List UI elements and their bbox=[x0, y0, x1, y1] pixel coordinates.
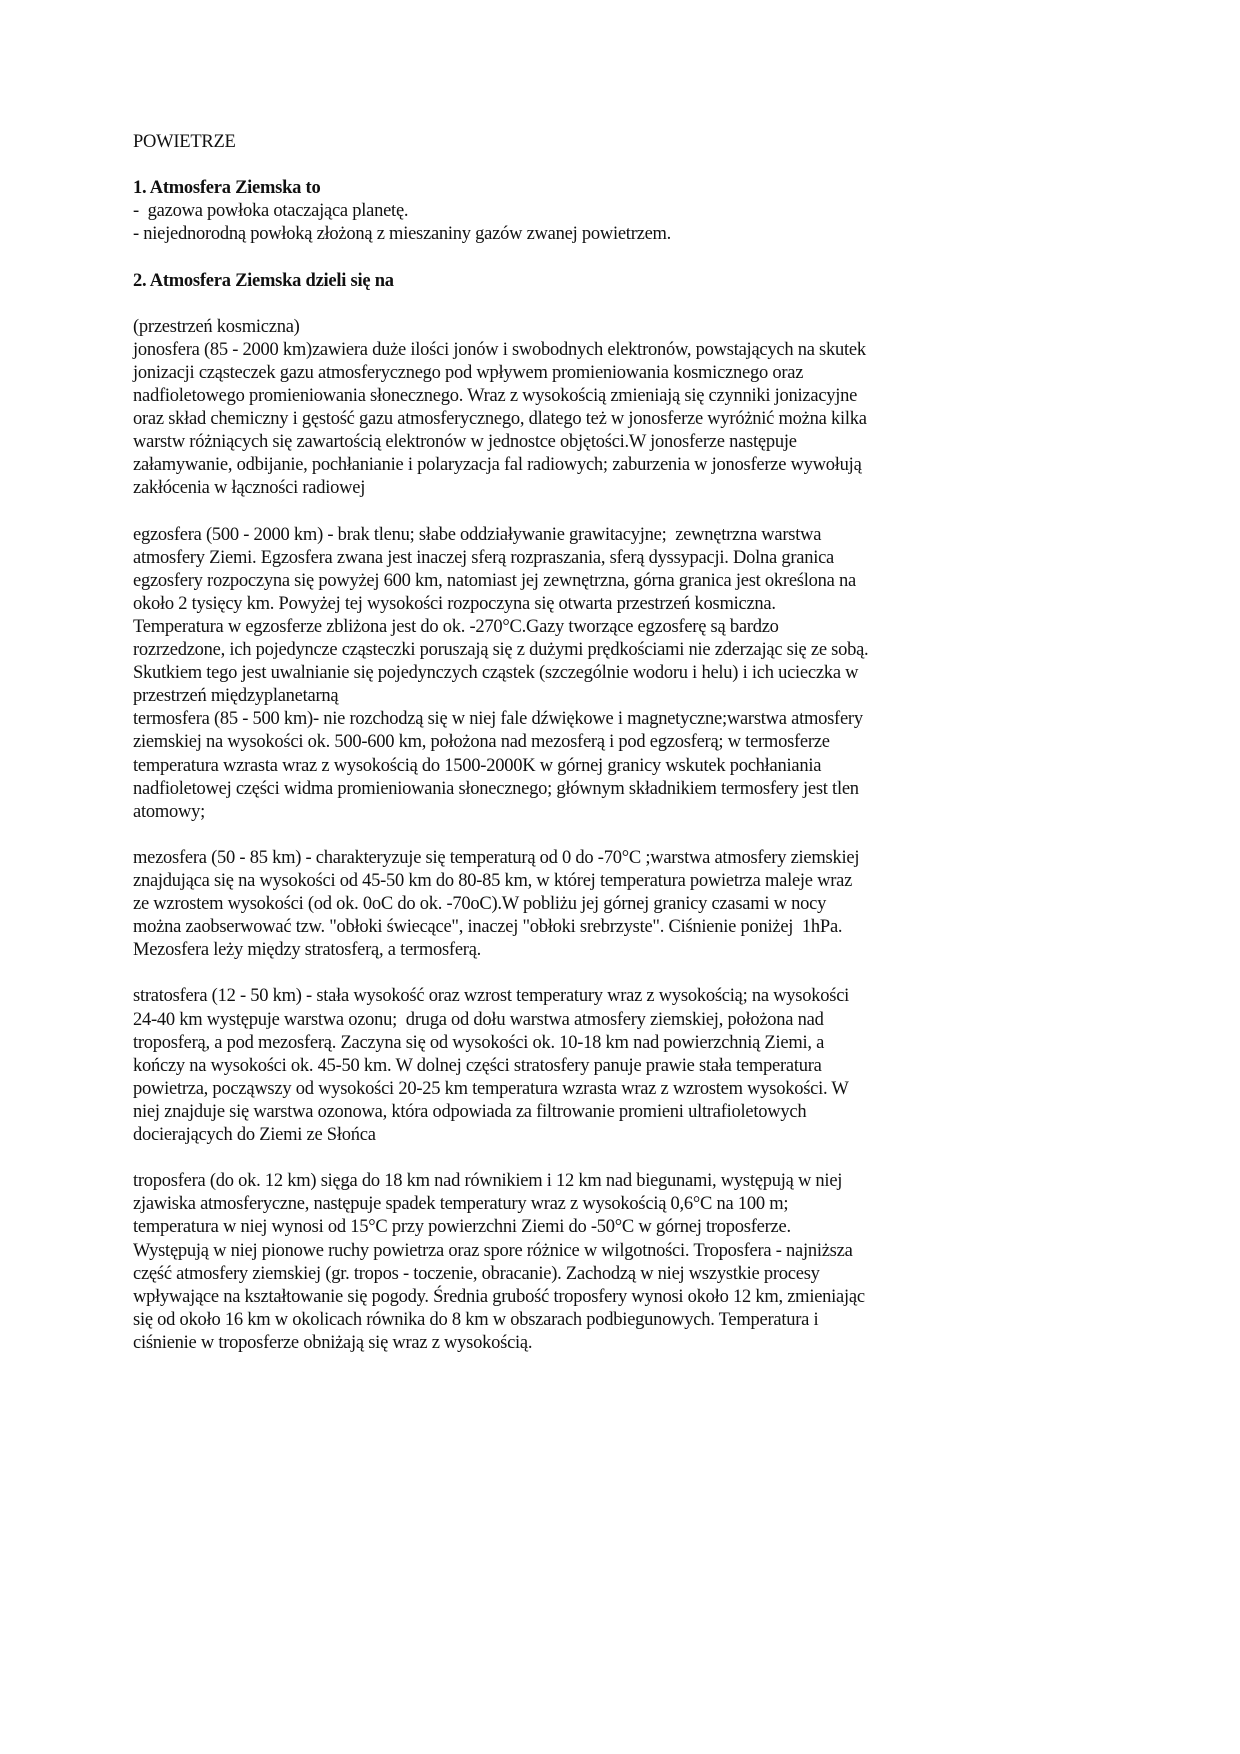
text-line: kończy na wysokości ok. 45-50 km. W dolnej części stratosfery panuje prawie stała temperatura bbox=[133, 1055, 822, 1076]
text-line: jonizacji cząsteczek gazu atmosferycznego pod wpływem promieniowania kosmicznego oraz bbox=[133, 362, 804, 383]
text-line: rozrzedzone, ich pojedyncze cząsteczki poruszają się z dużymi prędkościami nie zderzając się ze sobą. bbox=[133, 640, 869, 661]
text-line: (przestrzeń kosmiczna) bbox=[133, 316, 300, 337]
paragraph-jonosfera bbox=[133, 316, 868, 501]
text-line: około 2 tysięcy km. Powyżej tej wysokości rozpoczyna się otwarta przestrzeń kosmiczna. bbox=[133, 593, 776, 614]
text-line: temperatura wzrasta wraz z wysokością do 1500-2000K w górnej granicy wskutek pochłaniania bbox=[133, 755, 822, 776]
text-line: atmosfery Ziemi. Egzosfera zwana jest inaczej sferą rozpraszania, sferą dyssypacji. Dolna granica bbox=[133, 547, 835, 568]
text-line: powietrza, począwszy od wysokości 20-25 km temperatura wzrasta wraz z wzrostem wysokości. W bbox=[133, 1078, 849, 1099]
text-line: wpływające na kształtowanie się pogody. Średnia grubość troposfery wynosi około 12 km, zmieniając bbox=[133, 1286, 865, 1307]
text-line: Mezosfera leży między stratosferą, a termosferą. bbox=[133, 940, 482, 961]
text-line: nadfioletowej części widma promieniowania słonecznego; głównym składnikiem termosfery jest tlen bbox=[133, 778, 859, 799]
text-line: egzosfera (500 - 2000 km) - brak tlenu; słabe oddziaływanie grawitacyjne; zewnętrzna warstwa bbox=[133, 524, 822, 545]
document-page bbox=[133, 131, 868, 1355]
text-line: troposfera (do ok. 12 km) sięga do 18 km nad równikiem i 12 km nad biegunami, występują w niej bbox=[133, 1171, 843, 1192]
text-line: - niejednorodną powłoką złożoną z mieszaniny gazów zwanej powietrzem. bbox=[133, 224, 672, 245]
text-line: warstw różniących się zawartością elektronów w jednostce objętości.W jonosferze następuje bbox=[133, 432, 797, 453]
paragraph-troposfera bbox=[133, 1170, 868, 1355]
text-line: egzosfery rozpoczyna się powyżej 600 km, natomiast jej zewnętrzna, górna granica jest określona na bbox=[133, 570, 856, 591]
text-line: zakłócenia w łączności radiowej bbox=[133, 478, 366, 499]
text-line: ciśnienie w troposferze obniżają się wraz z wysokością. bbox=[133, 1332, 533, 1353]
text-line: temperatura w niej wynosi od 15°C przy powierzchni Ziemi do -50°C w górnej troposferze. bbox=[133, 1217, 791, 1238]
text-line: część atmosfery ziemskiej (gr. tropos - toczenie, obracanie). Zachodzą w niej wszystkie procesy bbox=[133, 1263, 820, 1284]
paragraph-egzosfera-termosfera bbox=[133, 524, 868, 824]
document-title: POWIETRZE bbox=[133, 132, 236, 152]
text-line: można zaobserwować tzw. "obłoki świecące", inaczej "obłoki srebrzyste". Ciśnienie poniżej 1hPa. bbox=[133, 917, 843, 938]
text-line: znajdująca się na wysokości od 45-50 km do 80-85 km, w której temperatura powietrza maleje wraz bbox=[133, 871, 853, 891]
section-2-heading: 2. Atmosfera Ziemska dzieli się na bbox=[133, 270, 394, 291]
text-line: się od około 16 km w okolicach równika do 8 km w obszarach podbiegunowych. Temperatura i bbox=[133, 1309, 819, 1330]
text-line: stratosfera (12 - 50 km) - stała wysokość oraz wzrost temperatury wraz z wysokością; na wysokości bbox=[133, 986, 850, 1007]
text-line: docierających do Ziemi ze Słońca bbox=[133, 1125, 376, 1146]
text-line: oraz skład chemiczny i gęstość gazu atmosferycznego, dlatego też w jonosferze wyróżnić można kilka bbox=[133, 409, 867, 430]
text-line: niej znajduje się warstwa ozonowa, która odpowiada za filtrowanie promieni ultrafioletowych bbox=[133, 1101, 807, 1122]
section-1-heading: 1. Atmosfera Ziemska to bbox=[133, 178, 321, 199]
text-line: atomowy; bbox=[133, 801, 205, 822]
text-line: zjawiska atmosferyczne, następuje spadek temperatury wraz z wysokością 0,6°C na 100 m; bbox=[133, 1194, 789, 1215]
text-line: ze wzrostem wysokości (od ok. 0oC do ok. -70oC).W pobliżu jej górnej granicy czasami w nocy bbox=[133, 894, 827, 915]
text-line: Występują w niej pionowe ruchy powietrza oraz spore różnice w wilgotności. Troposfera - najniższa bbox=[133, 1240, 853, 1261]
text-line: ziemskiej na wysokości ok. 500-600 km, położona nad mezosferą i pod egzosferą; w termosferze bbox=[133, 732, 830, 753]
text-line: Temperatura w egzosferze zbliżona jest do ok. -270°C.Gazy tworzące egzosferę są bardzo bbox=[133, 616, 779, 637]
text-line: Skutkiem tego jest uwalnianie się pojedynczych cząstek (szczególnie wodoru i helu) i ich ucieczka w bbox=[133, 663, 859, 684]
text-line: przestrzeń międzyplanetarną bbox=[133, 686, 339, 707]
paragraph-mezosfera bbox=[133, 847, 868, 962]
text-line: załamywanie, odbijanie, pochłanianie i polaryzacja fal radiowych; zaburzenia w jonosferze wywołują bbox=[133, 455, 862, 476]
text-line: troposferą, a pod mezosferą. Zaczyna się od wysokości ok. 10-18 km nad powierzchnią Ziemi, a bbox=[133, 1032, 825, 1053]
text-line: 24-40 km występuje warstwa ozonu; druga od dołu warstwa atmosfery ziemskiej, położona nad bbox=[133, 1009, 824, 1030]
text-line: nadfioletowego promieniowania słonecznego. Wraz z wysokością zmieniają się czynniki jonizacyjne bbox=[133, 386, 858, 407]
text-line: mezosfera (50 - 85 km) - charakteryzuje się temperaturą od 0 do -70°C ;warstwa atmosfery ziemskiej bbox=[133, 847, 860, 868]
text-line: jonosfera (85 - 2000 km)zawiera duże ilości jonów i swobodnych elektronów, powstających na skutek bbox=[133, 339, 866, 360]
paragraph-stratosfera bbox=[133, 985, 868, 1147]
text-line: - gazowa powłoka otaczająca planetę. bbox=[133, 201, 409, 222]
text-line: termosfera (85 - 500 km)- nie rozchodzą się w niej fale dźwiękowe i magnetyczne;warstwa atmosfery bbox=[133, 709, 863, 730]
